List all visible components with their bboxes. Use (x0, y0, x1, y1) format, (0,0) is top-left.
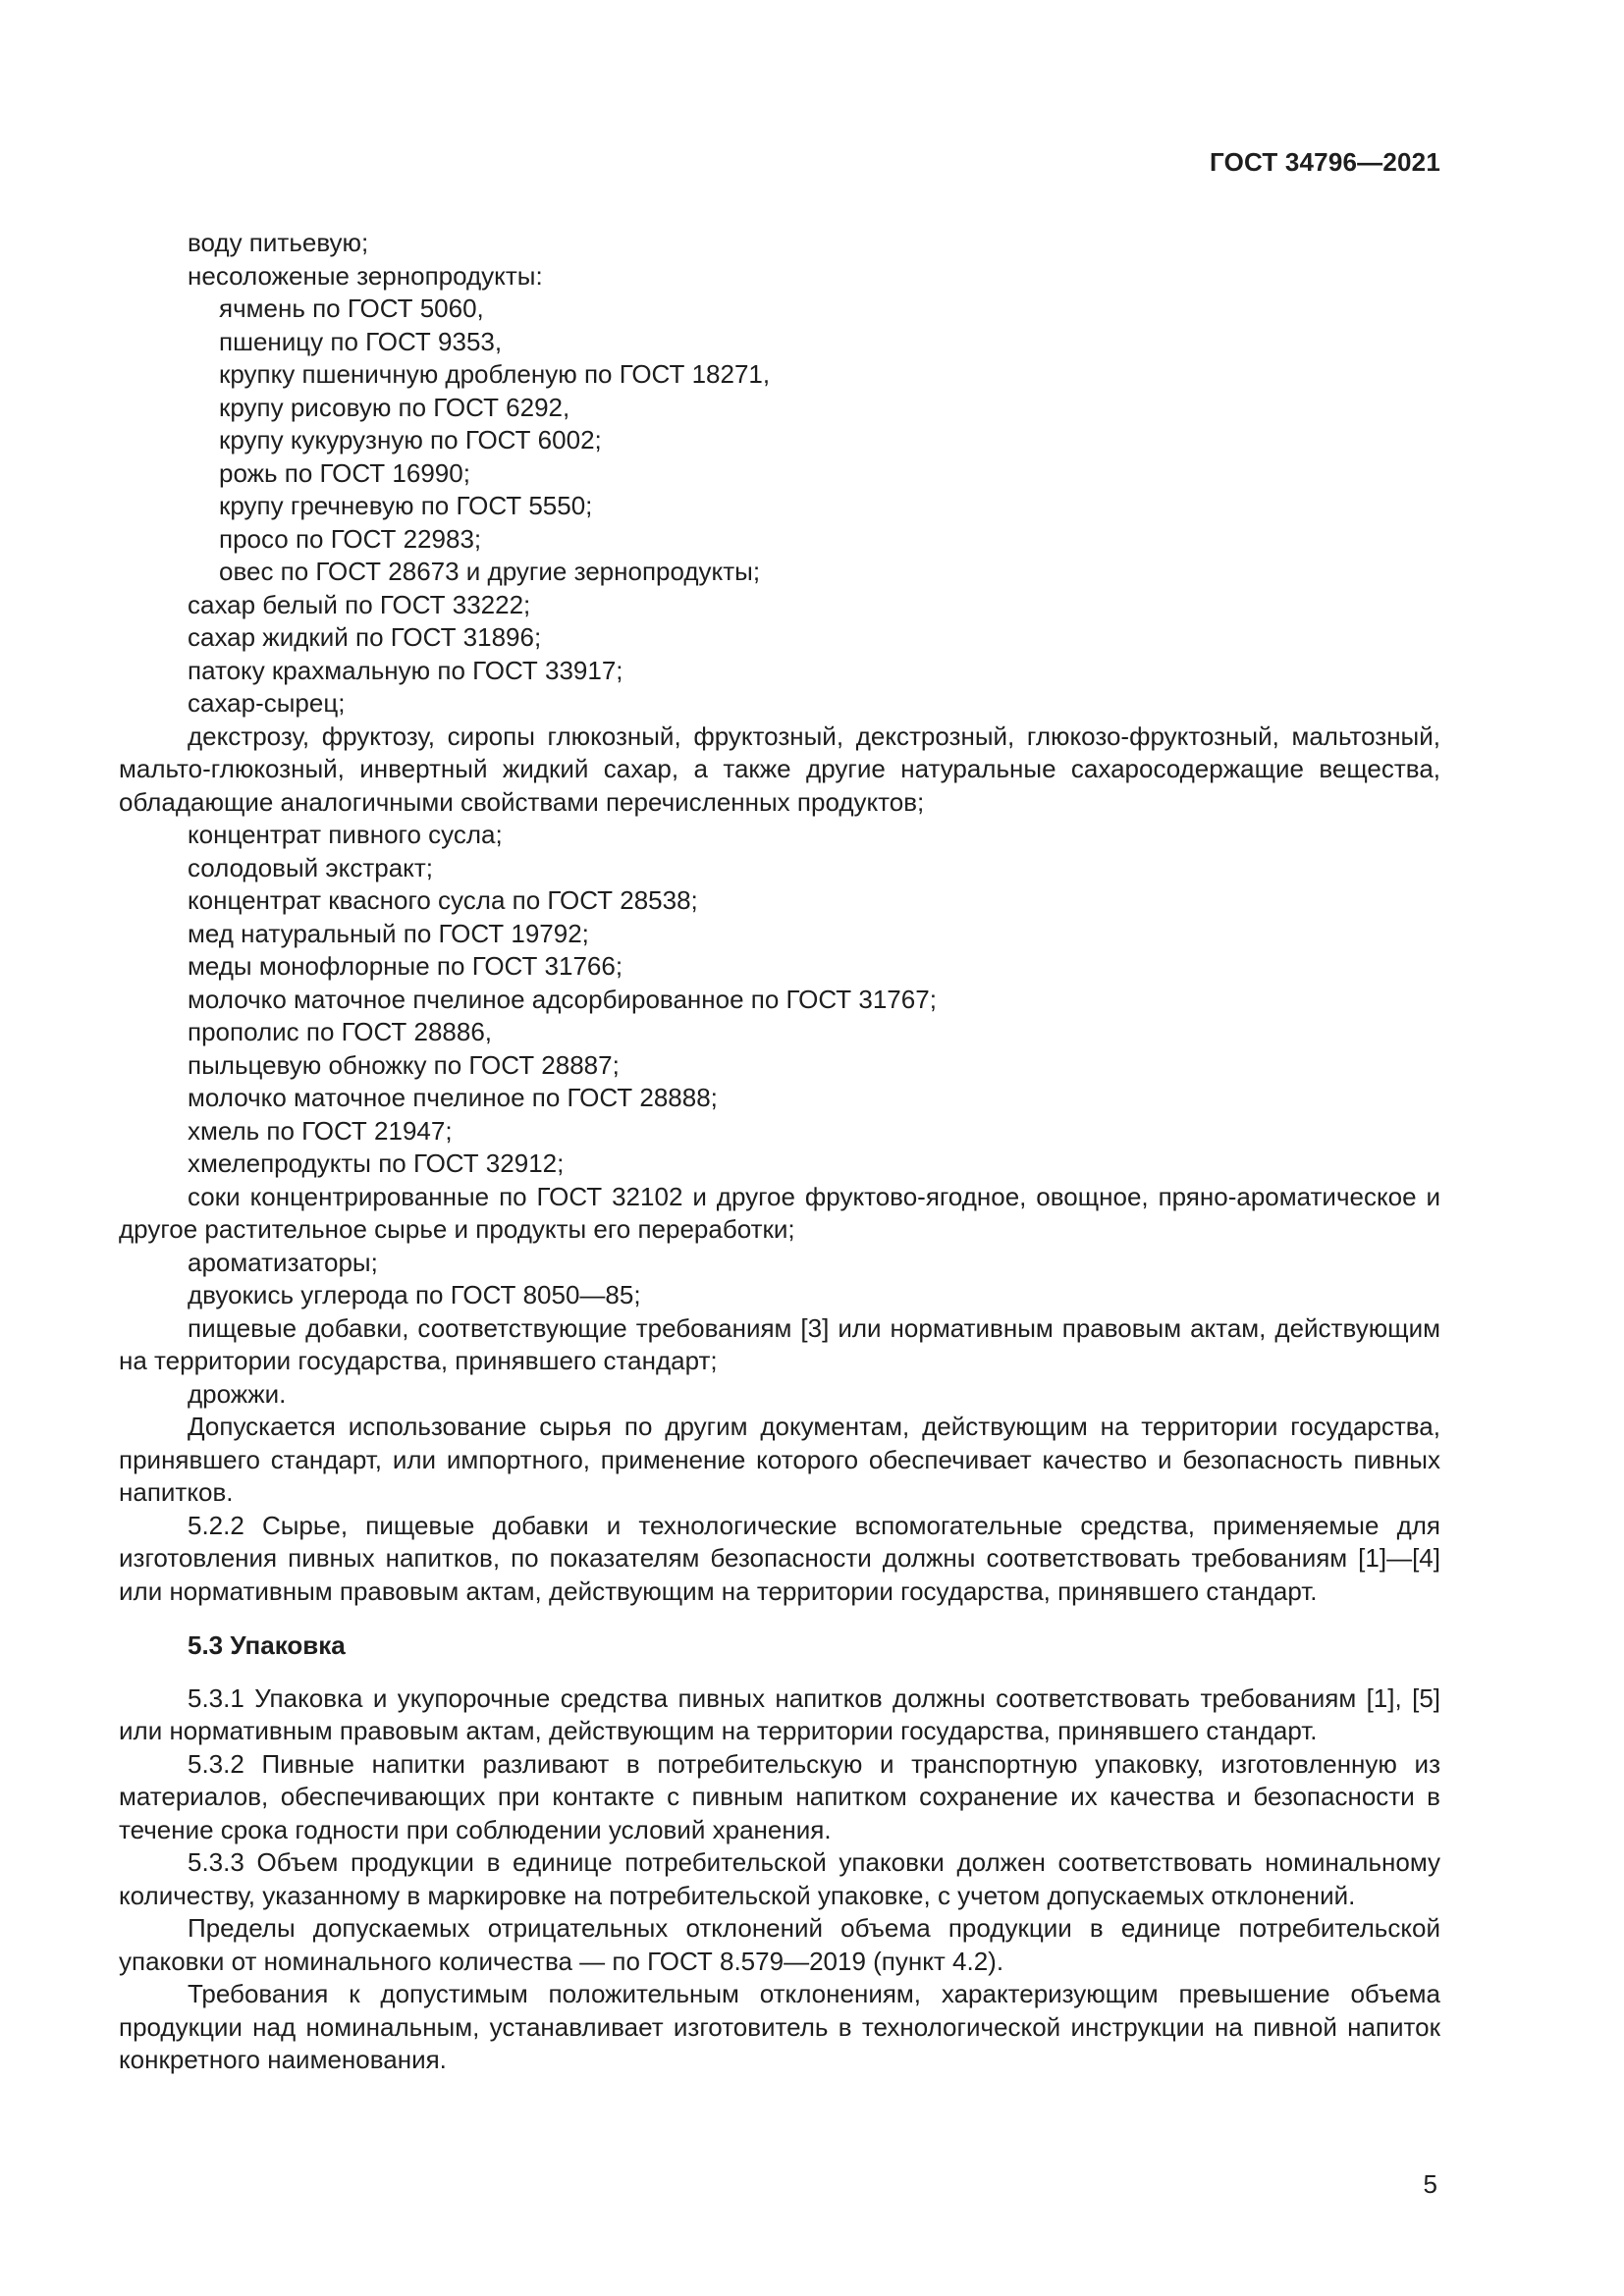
list-item: молочко маточное пчелиное адсорбированное по ГОСТ 31767; (188, 984, 937, 1014)
raw-materials-list-3 (119, 1247, 1440, 1312)
list-item: овес по ГОСТ 28673 и другие зернопродукты; (219, 557, 761, 586)
list-item: крупу гречневую по ГОСТ 5550; (219, 491, 593, 520)
limits-paragraph: Пределы допускаемых отрицательных отклонений объема продукции в единице потребительской упаковки от номинального количества — по ГОСТ 8.579—2019 (пункт 4.2). (119, 1913, 1440, 1976)
list-item: двуокись углерода по ГОСТ 8050—85; (188, 1280, 641, 1309)
list-item: сахар жидкий по ГОСТ 31896; (188, 622, 542, 652)
list-item: крупу рисовую по ГОСТ 6292, (219, 392, 570, 422)
raw-materials-list-2 (119, 819, 1440, 1181)
clause-5-3-3: 5.3.3 Объем продукции в единице потребительской упаковки должен соответствовать номинальному количеству, указанному в маркировке на потребительской упаковке, с учетом допускаемых отклонений. (119, 1847, 1440, 1910)
section-5-3-title: 5.3 Упаковка (188, 1630, 346, 1660)
page-number: 5 (1423, 2169, 1437, 2199)
juices-paragraph: соки концентрированные по ГОСТ 32102 и другое фруктово-ягодное, овощное, пряно-ароматическое и другое растительное сырье и продукты его переработки; (119, 1181, 1440, 1244)
list-item: концентрат квасного сусла по ГОСТ 28538; (188, 885, 698, 915)
list-item: патоку крахмальную по ГОСТ 33917; (188, 655, 623, 685)
list-item: хмелепродукты по ГОСТ 32912; (188, 1148, 565, 1178)
list-item: просо по ГОСТ 22983; (219, 523, 482, 554)
list-item: молочко маточное пчелиное по ГОСТ 28888; (188, 1083, 718, 1112)
clause-5-3-1: 5.3.1 Упаковка и укупорочные средства пивных напитков должны соответствовать требованиям [1], [5] или нормативным правовым актам, действующим на территории государства, принявшего стандарт. (119, 1682, 1440, 1745)
list-item: пшеницу по ГОСТ 9353, (219, 326, 503, 356)
list-item: прополис по ГОСТ 28886, (188, 1017, 493, 1046)
clause-5-2-2: 5.2.2 Сырье, пищевые добавки и технологические вспомогательные средства, применяемые для изготовления пивных напитков, по показателям безопасности должны соответствовать требованиям [1]—[4] или нормативным правовым актам, действующим на территории государства, принявшего стандарт. (119, 1510, 1440, 1606)
raw-materials-list (119, 227, 1440, 721)
requirements-paragraph: Требования к допустимым положительным отклонениям, характеризующим превышение объема продукции над номинальным, устанавливает изготовитель в технологической инструкции на пивной напиток конкретного наименования. (119, 1979, 1440, 2074)
yeast-item: дрожжи. (188, 1378, 287, 1409)
list-item: пыльцевую обножку по ГОСТ 28887; (188, 1049, 620, 1080)
list-item: крупку пшеничную дробленую по ГОСТ 18271, (219, 359, 771, 389)
list-item: сахар белый по ГОСТ 33222; (188, 589, 531, 619)
list-item: сахар-сырец; (188, 688, 346, 718)
page-body (119, 227, 1440, 2077)
additives-paragraph: пищевые добавки, соответствующие требованиям [3] или нормативным правовым актам, действующим на территории государства, принявшего стандарт; (119, 1312, 1440, 1375)
allowed-paragraph: Допускается использование сырья по другим документам, действующим на территории государства, принявшего стандарт, или импортного, применение которого обеспечивает качество и безопасность пивных напитков. (119, 1412, 1440, 1507)
list-item: мед натуральный по ГОСТ 19792; (188, 918, 589, 948)
document-code: ГОСТ 34796—2021 (1210, 147, 1440, 177)
list-item: солодовый экстракт; (188, 852, 433, 882)
list-item: ароматизаторы; (188, 1247, 378, 1277)
list-item: ячмень по ГОСТ 5060, (219, 294, 484, 323)
list-item: хмель по ГОСТ 21947; (188, 1115, 453, 1146)
list-item: рожь по ГОСТ 16990; (219, 457, 470, 488)
dextrose-paragraph: декстрозу, фруктозу, сиропы глюкозный, фруктозный, декстрозный, глюкозо-фруктозный, мальтозный, мальто-глюкозный, инвертный жидкий сахар, а также другие натуральные сахаросодержащие вещества, обладающие аналогичными свойствами перечисленных продуктов; (119, 721, 1440, 817)
clause-5-3-2: 5.3.2 Пивные напитки разливают в потребительскую и транспортную упаковку, изготовленную из материалов, обеспечивающих при контакте с пивным напитком сохранение их качества и безопасности в течение срока годности при соблюдении условий хранения. (119, 1748, 1440, 1844)
list-item: воду питьевую; (188, 228, 369, 257)
list-item: меды монофлорные по ГОСТ 31766; (188, 951, 623, 981)
list-item: крупу кукурузную по ГОСТ 6002; (219, 425, 602, 454)
list-item: концентрат пивного сусла; (188, 820, 503, 849)
list-item: несоложеные зернопродукты: (188, 260, 543, 291)
